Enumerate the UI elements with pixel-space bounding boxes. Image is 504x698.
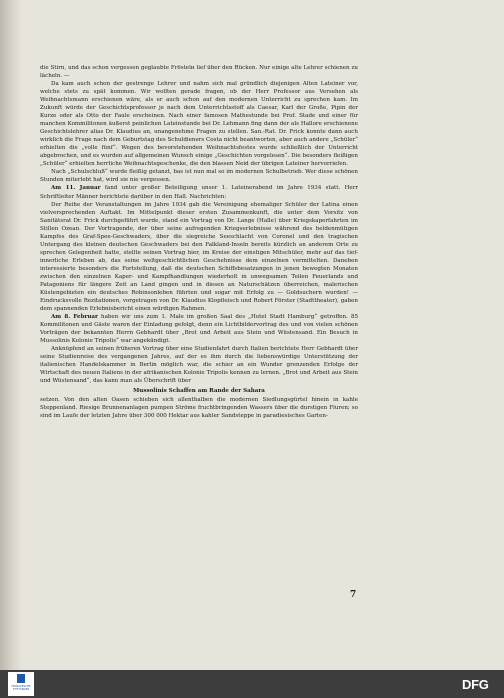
paragraph xyxy=(40,313,358,345)
paragraph: die Stirn, und das schon vergessen geglaubte Fröstelн lief über den Rücken. Nur einige alte Lehrer schienen zu lächeln. — xyxy=(40,65,358,80)
logo-line: STIFTUNGEN xyxy=(12,688,30,691)
section-heading: Mussolinis Schaffen am Rande der Sahara xyxy=(133,388,265,395)
paragraph-body: haben wir uns zum 1. Male im großen Saal des „Hotel Stadt Hamburg“ getroffen. 85 Kommilitonen und Gäste waren der Einladung gefolgt, denn ein Lichtbildervortrag des und von vielen schönen Vorträgen der bekannten Herrn Gebhardt über „Brot und Arbeit aus Stein und Wüstensand. Ein Besuch in Mussolinis Kolonie Tripolis“ war angekündigt. xyxy=(40,313,359,345)
page-number: 7 xyxy=(350,590,357,600)
paragraph: Da kam auch schon der gestrenge Lehrer und nahm sich mal gründlich diejenigen Alten Lateiner vor, welche stets zu spät kommen. Wir wollten gerade fragen, ob der Herr Professor aus Versehen als Weihnachtsmann erschienen wäre, als er auch schon auf den modernen Unterricht zu sprechen kam. Im Zukunft würde der Geschichtsprofessor je nach dem Unterrichtsstoff als Caesar, Karl der Große, Pipin der Kurze oder als Otto der Faule erscheinen. Nach einer famosen Mathestunde bei Prof. Stade und einer für manchen Kommilitonen äußerst peinlichen Lateinstunde bei Dr. Lehmann fing dann der als Hallore erschienene Geschichtslehrer alias Dr. Klaudius an, unangenehme Fragen zu stellen. San.-Rat. Dr. Frick konnte dann auch wirklich die Frage nach dem Geburtstag des Schuldieners Costa nicht beantworten, aber auch andere „Schüler“ erhielten die „volle fünf“. Wegen des bevorstehenden Weihnachtsfestes wurde schließlich der Unterricht abgebrochen, und es wurden auf allgemeinen Wunsch einige „Geschichten vorgelesen“. Die besonders fleißigen „Schüler“ erhielten herrliche Weihnachtsgeschenke, die den blassen Neid der übrigen Lateiner hervorriefen. xyxy=(40,81,358,168)
paragraph: Anknüpfend an seinen früheren Vortrag über eine Studienfahrt durch Italien berichtete Herr Gebhardt über seine Studienreise des vergangenen Jahres, auf der es ihm durch die liebenswürdige Unterstützung der italienischen Handelskammer in Berlin möglich war, die schier an ein Wunder grenzenden Erfolge der Wirtschaft des neuen Italiens in der afrikanischen Kolonie Tripolis kennen zu lernen. „Brot und Arbeit aus Stein und Wüstensand“, das kann man als Überschrift über xyxy=(40,346,358,385)
paragraph: Nach „Schulschluß“ wurde fleißig getanzt, bas ist nun mal so im modernen Schulbetrieb. Wer diese schönen Stunden miterlebt hat, wird sie nie vergessen. xyxy=(40,169,358,184)
page-body-text xyxy=(40,64,358,420)
book-spine-shadow xyxy=(0,0,22,670)
logo-line: FRANCKESCHE xyxy=(11,685,31,688)
dfg-logo[interactable]: DFG xyxy=(462,677,489,692)
viewer-footer-bar xyxy=(0,670,504,698)
franckesche-stiftungen-logo[interactable] xyxy=(8,672,34,696)
paragraph-date-lead: Am 11. Januar xyxy=(51,185,101,192)
paragraph: setzen. Von den alten Oasen schieben sich allenthalben die modernen Siedlungsgürtel hinein in kahle Steppenland. Riesige Brunnenanlagen pumpen Ströme fruchtbringenden Wassers über die durstigen Fluren; so sind im Laufe der letzten Jahre über 300 000 Hektar aus kahler Sandsteppe in paradiesisches Garten- xyxy=(40,397,358,420)
paragraph: Der Reihe der Veranstaltungen im Jahre 1934 gab die Vereinigung ehemaliger Schüler der Latina einen vielversprechenden Auftakt. Im Mittelpunkt dieser ersten Zusammenkunft, die unter dem Vorsitz von Sanitätsrat Dr. Frick durchgeführt wurde, stand ein Vortrag von Dr. Lange (Halle) über Kriegskaperfahrten im Stillen Ozean. Der Vortragende, der über seine aufregenden Kriegserlebnisse während des heldenmütigen Kampfes des Graf-Spee-Geschwaders, über die siegreiche Seeschlacht von Coronel und den tragischen Untergang des kleinen deutschen Geschwaders bei den Falkland-Inseln bereits kürzlich an anderem Orte zu sprechen Gelegenheit hatte, stellte seinen Vortrag hier, im Kreise der einstigen Mitschüler, mehr auf das tief-innerliche Erleben ab, das seine weltgeschichtlichen Geschehnisse dem einzelnen vermittelten. Daneben interessierte besonders die Fortstellung, daß die deutschen Schiffsbesatzungen in jenen bewegten Monaten zwischen den einzelnen Kaper- und Kampfhandlungen wiederholt in unwegsamen Teilen Feuerlands und Patagoniens für längere Zeit an Land gingen und in diesen an Naturschätzen überreichen, malerischen Küstengebieten ein deutsches Robinsonleben führten und sogar mit Erfolg zu — Goldsuchern wurden! — Eindrucksvolle Rezitationen, vorgetragen von Dr. Klaudius Klopfleisch und Robert Förster (Stadttheater), gaben dem spannenden Erlebnisbericht einen würdigen Rahmen. xyxy=(40,201,358,312)
paragraph-date-lead: Am 8. Februar xyxy=(51,313,98,320)
paragraph-body: fand unter großer Beteiligung unser 1. Lateinerabend im Jahre 1934 statt. Herr Schriftleiter Männer berichtete darüber in den Hall. Nachrichten: xyxy=(40,185,358,200)
paragraph xyxy=(40,184,358,200)
logo-emblem-icon xyxy=(17,674,25,683)
logo-text xyxy=(9,685,33,691)
